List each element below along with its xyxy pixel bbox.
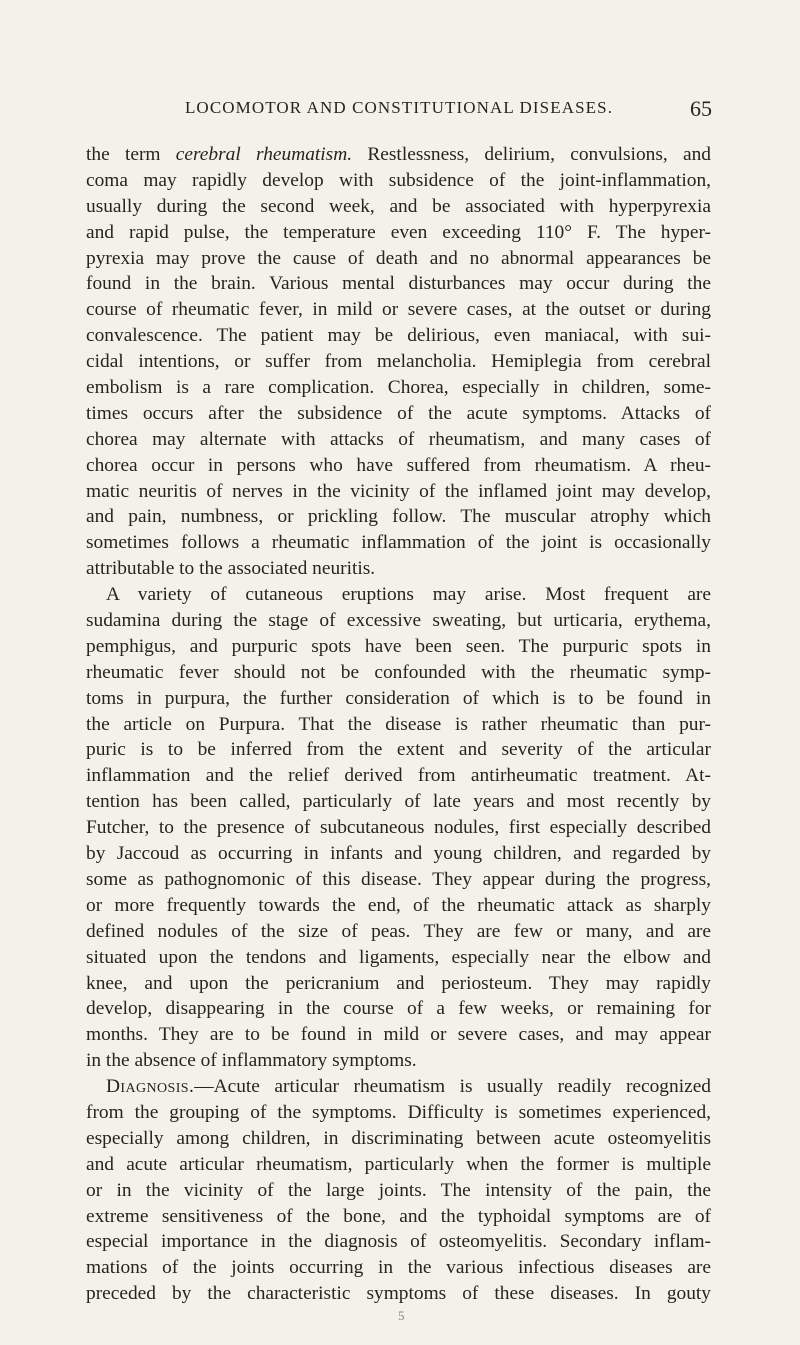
- text-line: inflammation and the relief derived from antirheumatic treatment. At-: [86, 765, 711, 787]
- section-heading: Diagnosis.: [106, 1076, 195, 1098]
- text-line: especial importance in the diagnosis of osteomyelitis. Secondary inflam-: [86, 1231, 711, 1253]
- text-line: rheumatic fever should not be confounded with the rheumatic symp-: [86, 661, 711, 683]
- text-line: extreme sensitiveness of the bone, and the typhoidal symptoms are of: [86, 1205, 711, 1227]
- running-title: LOCOMOTOR AND CONSTITUTIONAL DISEASES.: [184, 98, 614, 117]
- text-line: Futcher, to the presence of subcutaneous nodules, first especially described: [86, 817, 711, 839]
- text-line: the article on Purpura. That the disease is rather rheumatic than pur-: [86, 713, 711, 735]
- text-line: cidal intentions, or suffer from melancholia. Hemiplegia from cerebral: [86, 351, 711, 373]
- italic-term: cerebral rheumatism.: [175, 144, 353, 165]
- running-head: [86, 96, 712, 122]
- text-line: months. They are to be found in mild or severe cases, and may appear: [86, 1024, 711, 1046]
- text-line: knee, and upon the pericranium and periosteum. They may rapidly: [86, 972, 711, 994]
- text-line: by Jaccoud as occurring in infants and young children, and regarded by: [86, 843, 711, 865]
- text-line: pemphigus, and purpuric spots have been seen. The purpuric spots in: [86, 635, 711, 657]
- text-line: embolism is a rare complication. Chorea, especially in children, some-: [86, 377, 711, 399]
- text-line: the term cerebral rheumatism. Restlessness, delirium, convulsions, and: [86, 144, 711, 165]
- text-line: puric is to be inferred from the extent and severity of the articular: [86, 739, 711, 761]
- text-line: chorea occur in persons who have suffered from rheumatism. A rheu-: [86, 454, 711, 476]
- text-line: develop, disappearing in the course of a few weeks, or remaining for: [86, 998, 711, 1020]
- text-line: or in the vicinity of the large joints. The intensity of the pain, the: [86, 1179, 711, 1201]
- text-line: sometimes follows a rheumatic inflammation of the joint is occasionally: [86, 532, 711, 554]
- text-line: especially among children, in discriminating between acute osteomyelitis: [86, 1127, 711, 1149]
- page-number: 65: [690, 96, 712, 121]
- body-text: [86, 142, 711, 1307]
- text-line: found in the brain. Various mental disturbances may occur during the: [86, 273, 711, 295]
- text-line: A variety of cutaneous eruptions may arise. Most frequent are: [106, 584, 711, 606]
- text-line: mations of the joints occurring in the various infectious diseases are: [86, 1257, 711, 1279]
- signature-mark: 5: [398, 1308, 405, 1323]
- text-line: or more frequently towards the end, of the rheumatic attack as sharply: [86, 894, 711, 916]
- text-line: usually during the second week, and be associated with hyperpyrexia: [86, 195, 711, 217]
- text-line: and acute articular rheumatism, particularly when the former is multiple: [86, 1153, 711, 1175]
- text-line: preceded by the characteristic symptoms of these diseases. In gouty: [86, 1283, 711, 1305]
- text-line: and pain, numbness, or prickling follow. The muscular atrophy which: [86, 506, 711, 528]
- text-line: convalescence. The patient may be delirious, even maniacal, with sui-: [86, 325, 711, 347]
- text-line: Diagnosis.—Acute articular rheumatism is usually readily recognized: [106, 1076, 711, 1098]
- text-line: chorea may alternate with attacks of rheumatism, and many cases of: [86, 428, 711, 450]
- text-line: course of rheumatic fever, in mild or severe cases, at the outset or during: [86, 299, 711, 321]
- text-line: tention has been called, particularly of late years and most recently by: [86, 791, 711, 813]
- text-line: toms in purpura, the further consideration of which is to be found in: [86, 687, 711, 709]
- text-line: some as pathognomonic of this disease. They appear during the progress,: [86, 868, 711, 890]
- text-line: sudamina during the stage of excessive sweating, but urticaria, erythema,: [86, 610, 711, 632]
- text-line: matic neuritis of nerves in the vicinity of the inflamed joint may develop,: [86, 480, 711, 502]
- text-line: times occurs after the subsidence of the acute symptoms. Attacks of: [86, 402, 711, 424]
- text-line: situated upon the tendons and ligaments, especially near the elbow and: [86, 946, 711, 968]
- text-line: pyrexia may prove the cause of death and no abnormal appearances be: [86, 247, 711, 269]
- text-line: and rapid pulse, the temperature even exceeding 110° F. The hyper-: [86, 221, 711, 243]
- text-line: coma may rapidly develop with subsidence of the joint-inflammation,: [86, 169, 711, 191]
- text-line: in the absence of inflammatory symptoms.: [86, 1050, 417, 1072]
- text-line: defined nodules of the size of peas. They are few or many, and are: [86, 920, 711, 942]
- text-line: attributable to the associated neuritis.: [86, 558, 376, 580]
- text-line: from the grouping of the symptoms. Difficulty is sometimes experienced,: [86, 1101, 711, 1123]
